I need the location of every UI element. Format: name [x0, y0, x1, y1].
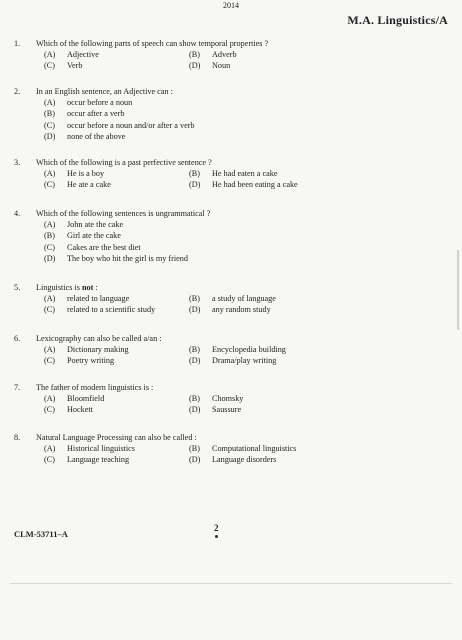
option-text: Cakes are the best diet: [67, 242, 141, 252]
option-text: Poetry writing: [67, 356, 115, 366]
question-text-part: Which of the following sentences is ungrammatical ?: [36, 209, 211, 218]
option-text: Language disorders: [212, 455, 277, 465]
question-text: [36, 432, 197, 443]
question-text-part: Which of the following is a past perfective sentence ?: [36, 158, 212, 167]
option-text: occur after a verb: [67, 109, 125, 119]
option-b: [189, 49, 334, 60]
option-row: [44, 60, 454, 71]
option-c: [44, 454, 189, 465]
option-label: (C): [44, 120, 55, 130]
page-number: 2: [214, 523, 219, 533]
option-d: [44, 131, 454, 142]
option-label: (D): [44, 131, 56, 141]
scan-rule-line: [10, 583, 452, 584]
option-text: The boy who hit the girl is my friend: [67, 253, 188, 263]
question-text: [36, 38, 268, 49]
option-label: (C): [44, 405, 55, 415]
option-a: [44, 219, 454, 230]
option-text: occur before a noun: [67, 98, 133, 108]
option-text: Dictionary making: [67, 345, 129, 355]
option-label: (C): [44, 61, 55, 71]
option-a: [44, 344, 189, 355]
option-d: [189, 60, 334, 71]
option-b: [189, 393, 334, 404]
margin-scan-mark: [457, 250, 459, 330]
question-text: [36, 382, 153, 393]
question-stem: [14, 86, 454, 97]
question-text-part: In an English sentence, an Adjective can :: [36, 87, 173, 96]
option-c: [44, 60, 189, 71]
option-label: (D): [189, 305, 201, 315]
question-text-emphasis: not: [81, 283, 94, 292]
option-label: (B): [189, 169, 200, 179]
option-text: John ate the cake: [67, 220, 124, 230]
option-text: Noun: [212, 61, 231, 71]
option-row: [44, 344, 454, 355]
option-row: [44, 404, 454, 415]
question-5: [14, 282, 454, 316]
option-c: [44, 179, 189, 190]
option-text: Verb: [67, 61, 83, 71]
question-3: [14, 157, 454, 191]
option-text: Language teaching: [67, 455, 130, 465]
option-label: (D): [189, 61, 201, 71]
option-c: [44, 242, 454, 253]
option-a: [44, 168, 189, 179]
question-stem: [14, 282, 454, 293]
option-text: occur before a noun and/or after a verb: [67, 120, 195, 130]
option-label: (D): [44, 253, 56, 263]
option-row: [44, 393, 454, 404]
option-label: (C): [44, 455, 55, 465]
option-a: [44, 293, 189, 304]
question-stem: [14, 38, 454, 49]
option-label: (D): [189, 356, 201, 366]
option-label: (D): [189, 455, 201, 465]
option-list: [44, 443, 454, 465]
option-text: Encyclopedia building: [212, 345, 286, 355]
question-text-part: Which of the following parts of speech can show temporal properties ?: [36, 39, 269, 48]
option-label: (B): [44, 109, 55, 119]
question-number: 6.: [14, 334, 21, 343]
option-label: (B): [189, 294, 200, 304]
question-text: [36, 157, 212, 168]
option-d: [189, 304, 334, 315]
paper-code: CLM-53711–A: [14, 529, 68, 539]
question-4: [14, 208, 454, 264]
option-c: [44, 120, 454, 131]
option-row: [44, 454, 454, 465]
question-number: 1.: [14, 39, 21, 48]
option-label: (D): [189, 180, 201, 190]
question-1: [14, 38, 454, 72]
option-text: any random study: [212, 305, 271, 315]
option-text: He is a boy: [67, 169, 105, 179]
option-row: [44, 355, 454, 366]
option-b: [44, 108, 454, 119]
option-text: He had been eating a cake: [212, 180, 298, 190]
option-c: [44, 404, 189, 415]
option-label: (C): [44, 356, 55, 366]
question-text-part: The father of modern linguistics is :: [36, 383, 154, 392]
option-a: [44, 443, 189, 454]
question-text: [36, 333, 161, 344]
option-a: [44, 49, 189, 60]
question-number: 7.: [14, 383, 21, 392]
option-row: [44, 168, 454, 179]
option-label: (B): [189, 345, 200, 355]
option-label: (B): [189, 444, 200, 454]
option-label: (D): [189, 405, 201, 415]
question-7: [14, 382, 454, 416]
option-c: [44, 355, 189, 366]
option-text: He had eaten a cake: [212, 169, 278, 179]
exam-year: 2014: [223, 1, 239, 10]
option-row: [44, 293, 454, 304]
question-stem: [14, 157, 454, 168]
option-label: (A): [44, 444, 56, 454]
option-list: [44, 219, 454, 264]
option-label: (A): [44, 394, 56, 404]
option-a: [44, 97, 454, 108]
option-list: [44, 393, 454, 415]
option-b: [189, 168, 334, 179]
option-label: (C): [44, 180, 55, 190]
question-stem: [14, 432, 454, 443]
option-text: Chomsky: [212, 394, 244, 404]
option-label: (A): [44, 220, 56, 230]
option-c: [44, 304, 189, 315]
option-text: Girl ate the cake: [67, 231, 121, 241]
option-label: (B): [44, 231, 55, 241]
option-text: Drama/play writing: [212, 356, 277, 366]
option-text: Historical linguistics: [67, 444, 135, 454]
option-list: [44, 97, 454, 142]
question-text-part: Linguistics is: [36, 283, 82, 292]
option-label: (B): [189, 394, 200, 404]
question-8: [14, 432, 454, 466]
question-text: [36, 282, 98, 293]
question-number: 3.: [14, 158, 21, 167]
paper-title: M.A. Linguistics/A: [347, 13, 448, 27]
option-list: [44, 293, 454, 315]
option-row: [44, 443, 454, 454]
question-stem: [14, 333, 454, 344]
option-d: [189, 355, 334, 366]
option-list: [44, 344, 454, 366]
option-text: related to a scientific study: [67, 305, 156, 315]
option-text: Saussure: [212, 405, 242, 415]
question-text-part: Natural Language Processing can also be called :: [36, 433, 197, 442]
option-d: [44, 253, 454, 264]
question-number: 2.: [14, 87, 21, 96]
question-text: [36, 86, 173, 97]
option-text: related to language: [67, 294, 130, 304]
option-label: (A): [44, 169, 56, 179]
option-b: [189, 293, 334, 304]
option-text: Adverb: [212, 50, 237, 60]
question-2: [14, 86, 454, 142]
page-dot: [215, 535, 218, 538]
question-stem: [14, 382, 454, 393]
option-text: He ate a cake: [67, 180, 111, 190]
question-6: [14, 333, 454, 367]
option-text: a study of language: [212, 294, 276, 304]
option-label: (A): [44, 345, 56, 355]
question-number: 8.: [14, 433, 21, 442]
option-label: (A): [44, 98, 56, 108]
question-number: 5.: [14, 283, 21, 292]
question-text-part: Lexicography can also be called a/an :: [36, 334, 162, 343]
option-b: [189, 443, 334, 454]
option-b: [189, 344, 334, 355]
option-label: (C): [44, 242, 55, 252]
question-text-end: :: [93, 283, 98, 292]
option-label: (A): [44, 50, 56, 60]
option-text: none of the above: [67, 131, 126, 141]
option-row: [44, 179, 454, 190]
option-list: [44, 49, 454, 71]
question-text: [36, 208, 210, 219]
option-text: Bloomfield: [67, 394, 105, 404]
option-label: (C): [44, 305, 55, 315]
question-stem: [14, 208, 454, 219]
question-number: 4.: [14, 209, 21, 218]
option-text: Computational linguistics: [212, 444, 297, 454]
option-d: [189, 404, 334, 415]
option-d: [189, 454, 334, 465]
option-label: (A): [44, 294, 56, 304]
option-b: [44, 230, 454, 241]
option-row: [44, 304, 454, 315]
option-list: [44, 168, 454, 190]
option-d: [189, 179, 334, 190]
option-row: [44, 49, 454, 60]
option-text: Hockett: [67, 405, 93, 415]
option-text: Adjective: [67, 50, 99, 60]
option-label: (B): [189, 50, 200, 60]
option-a: [44, 393, 189, 404]
